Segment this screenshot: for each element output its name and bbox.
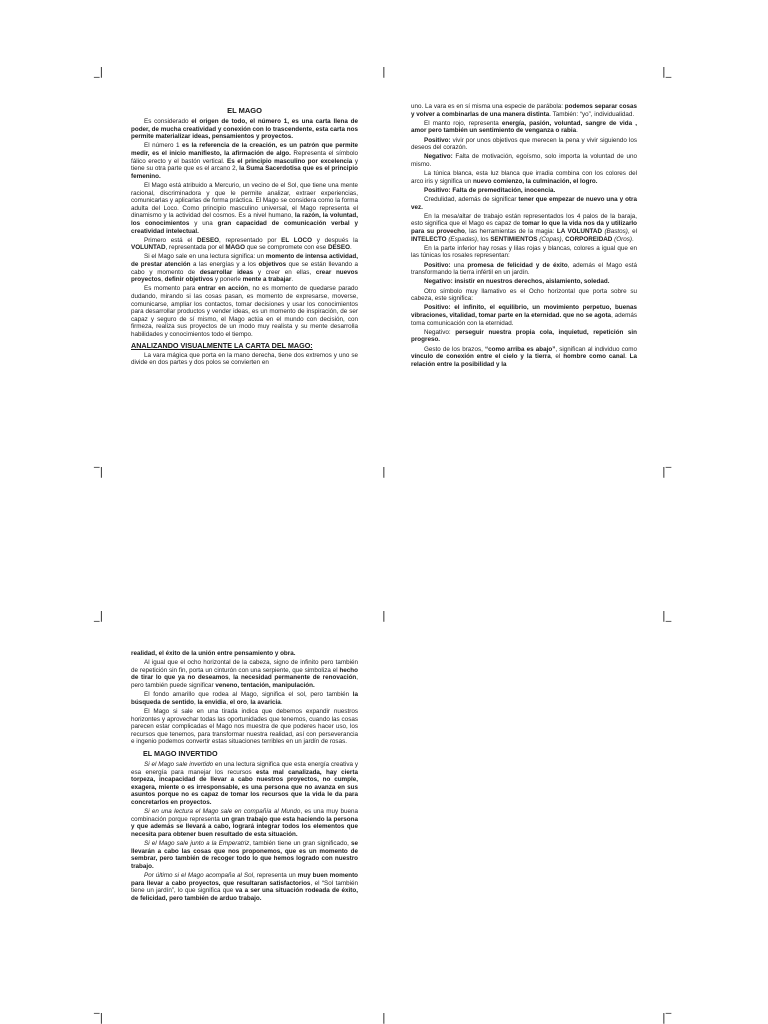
section-heading: EL MAGO INVERTIDO xyxy=(143,748,218,758)
paragraph: realidad, el éxito de la unión entre pensamiento y obra. xyxy=(131,650,296,657)
crop-mark-top-center: | xyxy=(382,65,386,78)
paragraph: Si el Mago sale invertido en una lectura significa que esta energía creativa y esa energía para manejar los recursos esta mal canalizada, hay cierta torpeza, incapacidad de llevar a cabo nuestros proyectos, no cumple, exagera, miente o es irresponsable, es una persona que no avanza en sus asuntos porque no es capaz de tomar los recursos que la vida le da para concretarlos en proyectos. xyxy=(131,760,358,806)
paragraph: La vara mágica que porta en la mano derecha, tiene dos extremos y uno se divide en dos partes y dos polos se convierten en xyxy=(131,351,358,367)
crop-mark-mid1-center: | xyxy=(382,465,386,478)
paragraph: El Mago está atribuido a Mercurio, un vecino de el Sol, que tiene una mente racional, discriminadora y que le permite analizar, extraer experiencias, comunicarlas y aplicarlas de forma práctica. El Mago se considera como la forma adulta del Loco. Como principio masculino universal, el Mago representa el dinamismo y la actividad del cosmos. Es a nivel humano, la razón, la voluntad, los conocimientos y una gran capacidad de comunicación verbal y creatividad intelectual. xyxy=(131,181,359,235)
paragraph: Positivo: Falta de premeditación, inocencia. xyxy=(424,186,556,194)
paragraph: Si en una lectura el Mago sale en compañía al Mundo, es una muy buena combinación porque representa un gran trabajo que esta haciendo la persona y que además se llevará a cabo, logrará integrar todos los elementos que necesita para obtener buen resultado de esta situación. xyxy=(131,808,359,838)
page2-column xyxy=(131,650,358,904)
crop-mark-bottom-center: | xyxy=(382,1011,386,1024)
paragraph: Es momento para entrar en acción, no es momento de quedarse parado dudando, mirando si las cosas pasan, es momento de expresarse, moverse, comunicarse, ampliar los contactos, tomar decisiones y usar los conocimientos para desarrollar productos y vender ideas, es un momento de inspiración, de ser capaz y seguro de sí mismo, el Mago actúa en el mundo con decisión, con firmeza, realiza sus proyectos de un modo muy realista y su mente desarrolla habilidades y conocimientos todo el tiempo. xyxy=(131,285,358,338)
paragraph: Positivo: vivir por unos objetivos que merecen la pena y vivir siguiendo los deseos del corazón. xyxy=(411,136,637,152)
page1-left-column xyxy=(131,106,358,368)
crop-mark-mid2-right: |_ xyxy=(662,609,672,622)
paragraph: uno. La vara es en sí misma una especie de parábola: podemos separar cosas y volver a combinarlas de una manera distinta. También: “yo”, individualidad. xyxy=(411,103,637,118)
paragraph: Por último si el Mago acompaña al Sol, representa un muy buen momento para llevar a cabo proyectos, que resultaran satisfactorios, el “Sol también tiene un jardín”, lo que significa que va a ser una situación rodeada de éxito, de felicidad, pero también de arduo trabajo. xyxy=(131,872,359,902)
paragraph: Otro símbolo muy llamativo es el Ocho horizontal que porta sobre su cabeza, este significa: xyxy=(411,287,637,303)
paragraph: El fondo amarillo que rodea al Mago, significa el sol, pero también la búsqueda de sentido, la envidia, el oro, la avaricia. xyxy=(131,691,358,706)
crop-mark-bottom-right: |‾ xyxy=(662,1011,672,1024)
crop-mark-mid1-left: ‾| xyxy=(94,465,104,478)
paragraph: Negativo: perseguir nuestra propia cola, inquietud, repetición sin progreso. xyxy=(411,328,637,344)
paragraph: Es considerado el origen de todo, el número 1, es una carta llena de poder, de mucha creatividad y conexión con lo trascendente, esta carta nos permite materializar ideas, pensamientos y proyectos. xyxy=(131,118,359,141)
paragraph: El manto rojo, representa energía, pasión, voluntad, sangre de vida , amor pero también un sentimiento de venganza o rabia. xyxy=(411,119,637,135)
page1-right-column xyxy=(411,103,637,370)
paragraph: Negativo: insistir en nuestros derechos, aislamiento, soledad. xyxy=(424,278,610,286)
page-title: EL MAGO xyxy=(227,106,262,115)
paragraph: Negativo: Falta de motivación, egoísmo, solo importa la voluntad de uno mismo. xyxy=(411,153,637,168)
crop-mark-top-right: |_ xyxy=(662,65,672,78)
paragraph: La túnica blanca, esta luz blanca que irradia combina con los colores del arco iris y significa un nuevo comienzo, la culminación, el logro. xyxy=(411,170,637,185)
paragraph: Gesto de los brazos, “como arriba es abajo”, significan al individuo como vínculo de conexión entre el cielo y la tierra, el hombre como canal. La relación entre la posibilidad y la xyxy=(411,345,637,368)
paragraph: Positivo: el infinito, el equilibrio, un movimiento perpetuo, buenas vibraciones, vitalidad, tomar parte en la eternidad. que no se agota, además toma comunicación con la eternidad. xyxy=(411,304,637,327)
crop-mark-bottom-left: ‾| xyxy=(94,1011,104,1024)
crop-mark-mid1-right: |‾ xyxy=(662,465,672,478)
paragraph: Al igual que el ocho horizontal de la cabeza, signo de infinito pero también de repetición sin fin, porta un cinturón con una serpiente, que simboliza el hecho de tirar lo que ya no deseamos, la necesidad permanente de renovación, pero también puede significar veneno, tentación, manipulación. xyxy=(131,659,359,689)
crop-mark-mid2-center: | xyxy=(382,609,386,622)
paragraph: Si el Mago sale junto a la Emperatriz, también tiene un gran significado, se llevarán a cabo las cosas que nos proponemos, que es un momento de sembrar, pero también de recoger todo lo que hemos logrado con nuestro trabajo. xyxy=(131,840,358,870)
crop-mark-mid2-left: _| xyxy=(94,609,104,622)
paragraph: Si el Mago sale en una lectura significa: un momento de intensa actividad, de prestar atención a las energías y a los objetivos que se están llevando a cabo y momento de desarrollar ideas y creer en ellas, crear nuevos proyectos, definir objetivos y ponerle mente a trabajar. xyxy=(131,253,359,284)
paragraph: Credulidad, además de significar tener que empezar de nuevo una y otra vez. xyxy=(411,196,637,211)
section-heading: ANALIZANDO VISUALMENTE LA CARTA DEL MAGO: xyxy=(131,340,313,350)
paragraph: Primero está el DESEO, representado por EL LOCO y después la VOLUNTAD, representada por el MAGO que se compromete con ese DESEO. xyxy=(131,236,359,252)
paragraph: Positivo: una promesa de felicidad y de éxito, además el Mago está transformando la tierra infértil en un jardín. xyxy=(411,261,637,277)
paragraph: En la mesa/altar de trabajo están representados los 4 palos de la baraja, esto significa que el Mago es capaz de tomar lo que la vida nos da y utilizarlo para su provecho, las herramientas de la magia: LA VOLUNTAD (Bastos), el INTELECTO (Espadas), los SENTIMIENTOS (Copas), CORPOREIDAD (Oros). xyxy=(411,212,637,243)
paragraph: El Mago si sale en una tirada indica que debemos expandir nuestros horizontes y aprovechar todas las oportunidades que tenemos, cuando las cosas parecen estar complicadas el Mago nos muestra de que poderes hacer uso, los recursos que tenemos, para transformar nuestra realidad, así con perseverancia e ingenio podemos convertir estas situaciones terribles en un jardín de rosas. xyxy=(131,707,358,746)
paragraph: En la parte inferior hay rosas y lilas rojas y blancas, colores a igual que en las túnicas los rosales representan: xyxy=(411,244,637,260)
crop-mark-top-left: _| xyxy=(94,65,104,78)
paragraph: El número 1 es la referencia de la creación, es un patrón que permite medir, es el inicio manifiesto, la afirmación de algo. Representa el símbolo fálico erecto y el bastón vertical. Es el principio masculino por excelencia y tiene su otra parte que es el arcano 2, la Suma Sacerdotisa que es el principio femenino. xyxy=(131,142,358,180)
